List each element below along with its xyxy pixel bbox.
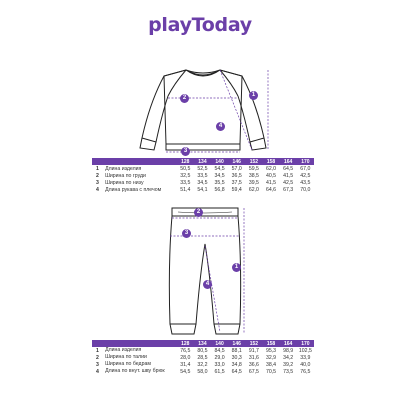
table-cell: 38,4 xyxy=(265,361,277,368)
table-cell: 33,5 xyxy=(197,172,208,179)
table-cell: 70,5 xyxy=(265,368,277,375)
size-header: 152 xyxy=(245,158,262,165)
table-cell: 51,4 xyxy=(180,186,191,193)
table-cell: 54,1 xyxy=(197,186,208,193)
table-cell: 98,9 xyxy=(283,348,294,354)
table-cell: 31,6 xyxy=(248,354,259,361)
sweatshirt-illustration xyxy=(128,62,278,154)
table-cell: 95,3 xyxy=(265,348,277,354)
table-cell: 64,6 xyxy=(265,186,277,193)
table-cell: 58,0 xyxy=(197,368,208,375)
table-cell: 33,9 xyxy=(300,354,311,361)
table-cell: 54,5 xyxy=(180,368,191,375)
table-cell: 30,3 xyxy=(231,354,242,361)
row-label: Ширина по груди xyxy=(105,172,146,179)
table-cell: 56,8 xyxy=(214,186,225,193)
table-cell: 41,5 xyxy=(283,172,294,179)
table-cell: 40,5 xyxy=(265,172,277,179)
table-cell: 62,0 xyxy=(265,166,277,172)
table-cell: 76,5 xyxy=(300,368,311,375)
table-cell: 52,5 xyxy=(197,166,208,172)
table-cell: 42,5 xyxy=(300,172,311,179)
table-cell: 59,5 xyxy=(248,166,259,172)
table-row xyxy=(92,165,314,172)
table-cell: 32,2 xyxy=(197,361,208,368)
table-cell: 84,5 xyxy=(214,348,225,354)
size-header: 140 xyxy=(211,340,228,347)
table-cell: 64,5 xyxy=(231,368,242,375)
table-cell: 70,0 xyxy=(300,186,311,193)
table-cell: 37,5 xyxy=(231,179,242,186)
table-cell: 73,5 xyxy=(283,368,294,375)
row-label: Длина по внут. шву брюк xyxy=(105,367,165,374)
measure-marker: 1 xyxy=(232,263,241,272)
size-header: 146 xyxy=(228,340,245,347)
size-header: 158 xyxy=(262,158,279,165)
measure-marker: 2 xyxy=(180,94,189,103)
table-row xyxy=(92,354,314,361)
table-cell: 34,8 xyxy=(231,361,242,368)
table-cell: 67,0 xyxy=(300,166,311,172)
table-cell: 29,0 xyxy=(214,354,225,361)
measure-marker: 4 xyxy=(216,122,225,131)
table-cell: 67,5 xyxy=(248,368,259,375)
brand-logo: playToday xyxy=(148,14,252,36)
table-header-blank xyxy=(92,158,177,165)
measure-marker: 4 xyxy=(203,280,212,289)
table-cell: 28,5 xyxy=(197,354,208,361)
table-row xyxy=(92,368,314,375)
table-cell: 67,3 xyxy=(283,186,294,193)
table-cell: 34,5 xyxy=(197,179,208,186)
table-row xyxy=(92,347,314,354)
size-header: 152 xyxy=(245,340,262,347)
table-cell: 50,5 xyxy=(180,166,191,172)
table-cell: 76,5 xyxy=(180,348,191,354)
size-header: 146 xyxy=(228,158,245,165)
table-header-blank xyxy=(92,340,177,347)
table-cell: 34,5 xyxy=(214,172,225,179)
table-cell: 33,0 xyxy=(214,361,225,368)
size-header: 164 xyxy=(280,340,297,347)
row-label: Длина изделия xyxy=(105,166,142,172)
table-cell: 64,5 xyxy=(283,166,294,172)
size-header: 128 xyxy=(177,340,194,347)
row-label: Ширина по низу xyxy=(105,179,144,186)
table-cell: 38,5 xyxy=(248,172,259,179)
row-number: 4 xyxy=(96,186,99,193)
table-cell: 41,5 xyxy=(265,179,277,186)
bottom-size-table xyxy=(92,340,314,375)
measure-marker: 3 xyxy=(181,147,190,156)
size-header: 134 xyxy=(194,340,211,347)
table-cell: 42,5 xyxy=(283,179,294,186)
table-row xyxy=(92,361,314,368)
table-cell: 54,5 xyxy=(214,166,225,172)
table-cell: 34,2 xyxy=(283,354,294,361)
table-cell: 35,5 xyxy=(214,179,225,186)
table-cell: 39,5 xyxy=(248,179,259,186)
table-cell: 59,4 xyxy=(231,186,242,193)
table-cell: 31,4 xyxy=(180,361,191,368)
table-row xyxy=(92,172,314,179)
row-number: 4 xyxy=(96,368,99,375)
table-cell: 61,5 xyxy=(214,368,225,375)
row-label: Ширина по талии xyxy=(105,353,147,360)
table-row xyxy=(92,186,314,193)
row-label: Длина изделия xyxy=(105,347,142,354)
table-cell: 80,5 xyxy=(197,348,208,354)
table-cell: 40,0 xyxy=(300,361,311,368)
top-size-table xyxy=(92,158,314,193)
table-cell: 28,0 xyxy=(180,354,191,361)
row-number: 1 xyxy=(96,348,99,354)
row-number: 2 xyxy=(96,354,99,361)
row-label: Ширина по бедрам xyxy=(105,360,151,367)
table-cell: 62,0 xyxy=(248,186,259,193)
measure-marker: 1 xyxy=(249,91,258,100)
table-cell: 43,5 xyxy=(300,179,311,186)
table-cell: 32,5 xyxy=(180,172,191,179)
size-header: 134 xyxy=(194,158,211,165)
table-cell: 33,5 xyxy=(180,179,191,186)
size-header: 128 xyxy=(177,158,194,165)
table-cell: 39,2 xyxy=(283,361,294,368)
table-cell: 36,6 xyxy=(248,361,259,368)
table-cell: 57,0 xyxy=(231,166,242,172)
table-cell: 32,9 xyxy=(265,354,277,361)
table-cell: 91,7 xyxy=(248,348,259,354)
size-header: 170 xyxy=(297,158,314,165)
table-cell: 102,5 xyxy=(298,348,312,354)
measure-marker: 3 xyxy=(182,229,191,238)
table-cell: 36,5 xyxy=(231,172,242,179)
row-number: 1 xyxy=(96,166,99,172)
size-header: 170 xyxy=(297,340,314,347)
row-number: 3 xyxy=(96,361,99,368)
table-row xyxy=(92,179,314,186)
row-label: Длина рукава с плечом xyxy=(105,186,162,193)
measure-marker: 2 xyxy=(194,208,203,217)
row-number: 2 xyxy=(96,172,99,179)
size-header: 158 xyxy=(262,340,279,347)
table-cell: 88,1 xyxy=(231,348,242,354)
size-header: 164 xyxy=(280,158,297,165)
row-number: 3 xyxy=(96,179,99,186)
size-header: 140 xyxy=(211,158,228,165)
